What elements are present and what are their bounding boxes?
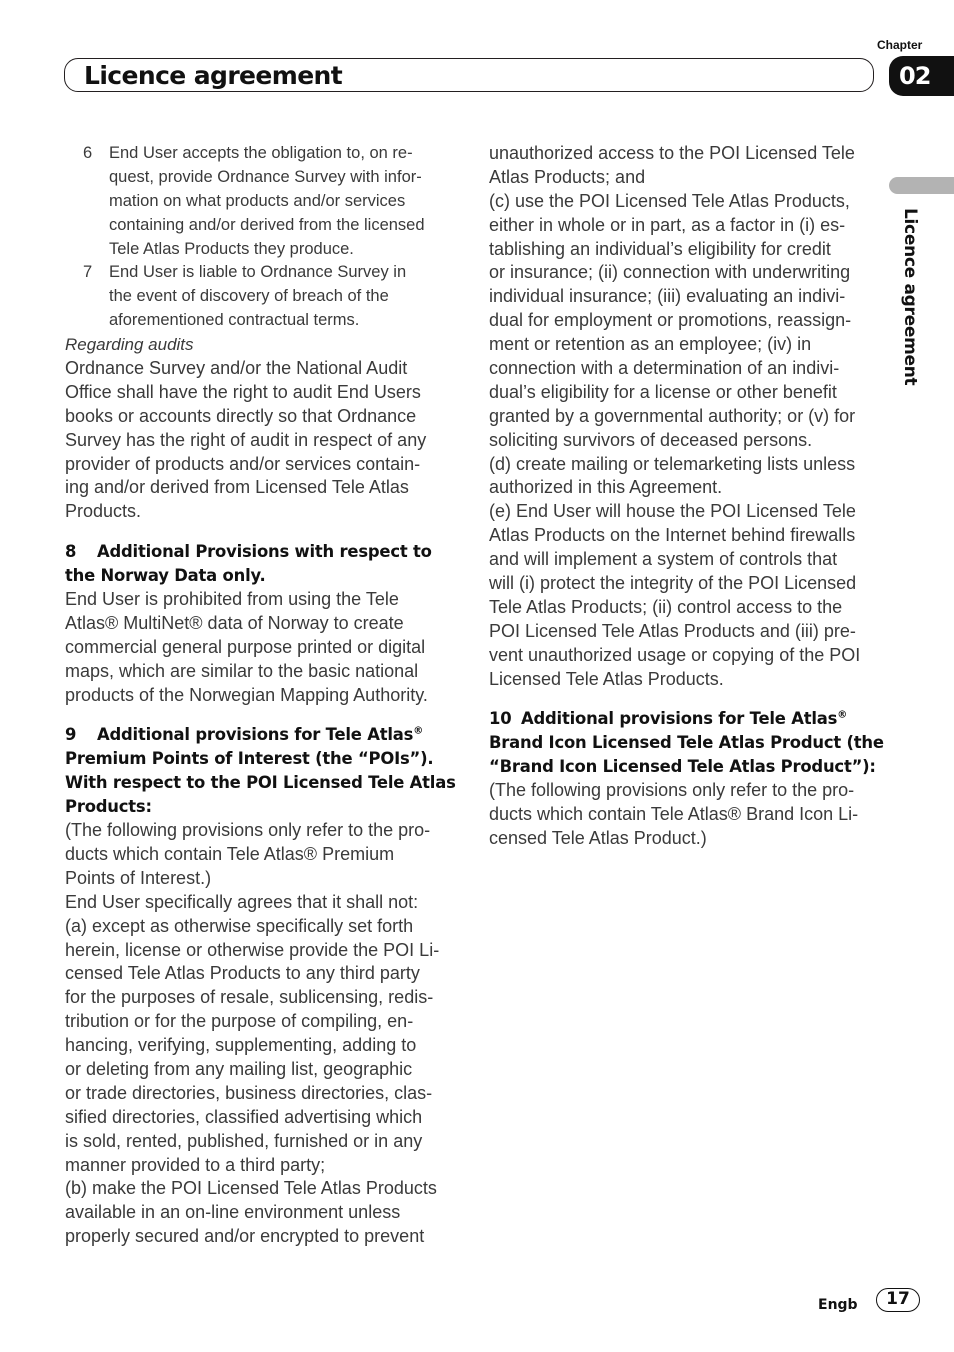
text-line: (c) use the POI Licensed Tele Atlas Products, bbox=[489, 190, 850, 211]
text-line: or deleting from any mailing list, geographic bbox=[65, 1058, 413, 1079]
page-title: Licence agreement bbox=[84, 61, 343, 90]
text-line: connection with a determination of an indivi- bbox=[489, 358, 840, 379]
text-line: censed Tele Atlas Products to any third party bbox=[65, 963, 420, 984]
text-line: provider of products and/or services contain- bbox=[65, 453, 421, 474]
section-8-heading bbox=[65, 540, 455, 588]
text-line: censed Tele Atlas Product.) bbox=[489, 827, 707, 848]
text-line: aforementioned contractual terms. bbox=[109, 311, 360, 330]
text-line: ment or retention as an employee; (iv) in bbox=[489, 334, 812, 355]
text-line: herein, license or otherwise provide the POI Li- bbox=[65, 939, 440, 960]
text-line: Tele Atlas Products they produce. bbox=[109, 239, 354, 258]
side-tab-bar bbox=[889, 177, 954, 194]
text-line: individual insurance; (iii) evaluating an indivi- bbox=[489, 286, 846, 307]
heading-text: Additional Provisions with respect to bbox=[97, 542, 432, 562]
text-line: books or accounts directly so that Ordnance bbox=[65, 405, 417, 426]
text-line: Atlas Products; and bbox=[489, 166, 646, 187]
section-10-heading bbox=[489, 707, 884, 779]
text-line: End User is liable to Ordnance Survey in bbox=[109, 263, 407, 282]
section-9-body bbox=[65, 819, 455, 1249]
left-column bbox=[65, 142, 455, 1249]
text-line: commercial general purpose printed or digital bbox=[65, 636, 426, 657]
text-line: mation on what products and/or services bbox=[109, 191, 406, 210]
text-line: (b) make the POI Licensed Tele Atlas Products bbox=[65, 1178, 437, 1199]
text-line: ducts which contain Tele Atlas® Brand Icon Li- bbox=[489, 804, 859, 825]
text-line: ducts which contain Tele Atlas® Premium bbox=[65, 843, 395, 864]
page-number: 17 bbox=[876, 1288, 920, 1312]
text-line: and will implement a system of controls that bbox=[489, 549, 838, 570]
registered-mark: ® bbox=[837, 710, 847, 722]
text-line: ing and/or derived from Licensed Tele Atlas bbox=[65, 477, 409, 498]
heading-text: With respect to the POI Licensed Tele Atlas bbox=[65, 773, 456, 793]
text-line: Products. bbox=[65, 501, 142, 522]
list-item bbox=[65, 142, 455, 261]
text-line: or insurance; (ii) connection with underwriting bbox=[489, 262, 851, 283]
text-line: maps, which are similar to the basic national bbox=[65, 660, 419, 681]
text-line: unauthorized access to the POI Licensed Tele bbox=[489, 143, 855, 163]
list-item-number: 6 bbox=[83, 144, 93, 162]
chapter-label: Chapter bbox=[877, 38, 923, 52]
list-item-text bbox=[109, 142, 425, 261]
text-line: sified directories, classified advertising which bbox=[65, 1106, 423, 1127]
text-line: soliciting survivors of deceased persons. bbox=[489, 429, 813, 450]
text-line: either in whole or in part, as a factor in (i) es- bbox=[489, 214, 846, 235]
section-number: 10 bbox=[489, 709, 512, 729]
text-line: tablishing an individual’s eligibility for credit bbox=[489, 238, 831, 259]
text-line: available in an on-line environment unless bbox=[65, 1202, 401, 1223]
text-line: Office shall have the right to audit End Users bbox=[65, 381, 421, 402]
section-number: 9 bbox=[65, 725, 77, 745]
text-line: Atlas® MultiNet® data of Norway to create bbox=[65, 612, 404, 633]
side-section-label: Licence agreement bbox=[900, 208, 920, 386]
text-line: Tele Atlas Products; (ii) control access to the bbox=[489, 596, 843, 617]
section-9-continued bbox=[489, 142, 879, 691]
text-line: End User specifically agrees that it shall not: bbox=[65, 891, 419, 912]
section-8-body bbox=[65, 588, 455, 707]
section-number: 8 bbox=[65, 542, 77, 562]
text-line: hancing, verifying, supplementing, adding to bbox=[65, 1035, 417, 1056]
text-line: (d) create mailing or telemarketing lists unless bbox=[489, 453, 856, 474]
text-line: Atlas Products on the Internet behind firewalls bbox=[489, 525, 856, 546]
heading-text: the Norway Data only. bbox=[65, 566, 266, 586]
heading-text: Premium Points of Interest (the “POIs”). bbox=[65, 749, 434, 769]
text-line: dual’s eligibility for a license or other benefit bbox=[489, 381, 837, 402]
text-line: products of the Norwegian Mapping Authority. bbox=[65, 684, 428, 705]
text-line: properly secured and/or encrypted to prevent bbox=[65, 1226, 425, 1247]
text-line: containing and/or derived from the licensed bbox=[109, 215, 425, 234]
text-line: the event of discovery of breach of the bbox=[109, 287, 389, 306]
text-line: tribution or for the purpose of compiling, en- bbox=[65, 1011, 414, 1032]
text-line: will (i) protect the integrity of the POI Licensed bbox=[489, 573, 857, 594]
text-line: End User accepts the obligation to, on re- bbox=[109, 144, 413, 162]
text-line: manner provided to a third party; bbox=[65, 1154, 326, 1175]
text-line: (The following provisions only refer to the pro- bbox=[65, 820, 431, 841]
text-line: granted by a governmental authority; or (v) for bbox=[489, 405, 856, 426]
list-item-text bbox=[109, 261, 406, 333]
text-line: Survey has the right of audit in respect of any bbox=[65, 429, 427, 450]
text-line: POI Licensed Tele Atlas Products and (iii) pre- bbox=[489, 620, 856, 641]
language-code: Engb bbox=[818, 1297, 858, 1313]
text-line: authorized in this Agreement. bbox=[489, 477, 723, 498]
text-line: Licensed Tele Atlas Products. bbox=[489, 668, 724, 689]
text-line: Ordnance Survey and/or the National Audit bbox=[65, 358, 408, 379]
heading-text: Brand Icon Licensed Tele Atlas Product (the bbox=[489, 733, 884, 753]
text-line: dual for employment or promotions, reassign- bbox=[489, 310, 852, 331]
text-line: Points of Interest.) bbox=[65, 867, 212, 888]
right-column bbox=[489, 142, 884, 851]
text-line: (The following provisions only refer to the pro- bbox=[489, 780, 855, 801]
text-line: is sold, rented, published, furnished or in any bbox=[65, 1130, 423, 1151]
audits-subheading: Regarding audits bbox=[65, 335, 194, 355]
registered-mark: ® bbox=[413, 726, 423, 738]
text-line: for the purposes of resale, sublicensing, redis- bbox=[65, 987, 434, 1008]
list-item-number: 7 bbox=[83, 263, 93, 282]
heading-text: “Brand Icon Licensed Tele Atlas Product”): bbox=[489, 757, 876, 777]
text-line: quest, provide Ordnance Survey with infor- bbox=[109, 167, 422, 186]
text-line: or trade directories, business directories, clas- bbox=[65, 1082, 433, 1103]
audits-paragraph bbox=[65, 357, 455, 524]
section-10-body bbox=[489, 779, 879, 851]
text-line: vent unauthorized usage or copying of the POI bbox=[489, 644, 861, 665]
chapter-number-tab: 02 bbox=[889, 56, 954, 96]
list-item bbox=[65, 261, 455, 333]
heading-text: Additional provisions for Tele Atlas bbox=[97, 725, 414, 745]
text-line: (e) End User will house the POI Licensed Tele bbox=[489, 501, 856, 522]
text-line: (a) except as otherwise specifically set forth bbox=[65, 915, 414, 936]
text-line: End User is prohibited from using the Tele bbox=[65, 589, 399, 610]
section-9-heading bbox=[65, 723, 455, 819]
heading-text: Additional provisions for Tele Atlas bbox=[521, 709, 838, 729]
heading-text: Products: bbox=[65, 797, 152, 817]
